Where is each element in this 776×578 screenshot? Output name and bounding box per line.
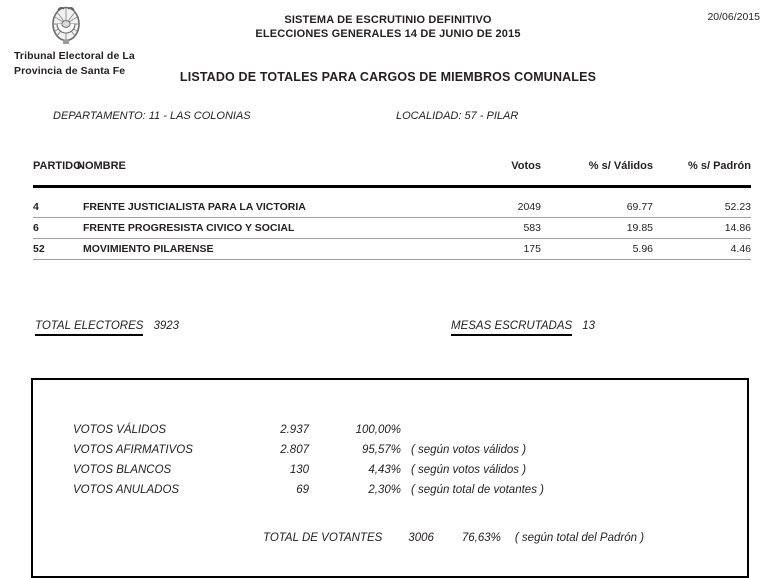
summary-row: [73, 424, 544, 444]
total-electores-label: TOTAL ELECTORES: [35, 320, 143, 336]
summary-label: VOTOS ANULADOS: [73, 484, 180, 496]
results-table: [33, 160, 751, 260]
table-row: [33, 218, 751, 239]
grand-total-row: [263, 532, 644, 544]
cell-nombre: FRENTE JUSTICIALISTA PARA LA VICTORIA: [83, 201, 306, 213]
grand-total-note: ( según total del Padrón ): [514, 532, 645, 544]
summary-note: [411, 424, 544, 444]
summary-count: 2.937: [280, 424, 309, 436]
grand-total-count: 3006: [408, 532, 434, 544]
summary-note: ( según votos válidos ): [411, 464, 527, 476]
cell-partido: 4: [33, 201, 39, 213]
table-header-row: [33, 160, 751, 187]
system-title-line-1: SISTEMA DE ESCRUTINIO DEFINITIVO: [284, 14, 492, 26]
cell-votos: 2049: [517, 201, 541, 213]
list-title: LISTADO DE TOTALES PARA CARGOS DE MIEMBROS COMUNALES: [179, 70, 597, 84]
column-header-votos: Votos: [511, 160, 541, 172]
summary-percent: 4,43%: [368, 464, 401, 476]
cell-pct-validos: 19.85: [626, 222, 653, 234]
summary-row: [73, 484, 544, 504]
cell-partido: 52: [33, 243, 45, 255]
cell-partido: 6: [33, 222, 39, 234]
system-title: [0, 14, 776, 41]
summary-note: ( según total de votantes ): [411, 484, 544, 496]
total-electores: [35, 320, 179, 332]
summary-count: 130: [289, 464, 309, 476]
cell-pct-padron: 14.86: [724, 222, 751, 234]
scope-line: [0, 110, 776, 128]
column-header-pct-validos: % s/ Válidos: [588, 160, 653, 172]
mesas-escrutadas-value: 13: [582, 320, 595, 332]
mesas-escrutadas-label: MESAS ESCRUTADAS: [451, 320, 572, 336]
cell-votos: 175: [523, 243, 541, 255]
summary-percent: 2,30%: [368, 484, 401, 496]
document-header: [0, 0, 776, 100]
column-header-pct-padron: % s/ Padrón: [688, 160, 751, 172]
column-header-nombre: NOMBRE: [77, 160, 126, 172]
cell-pct-padron: 52.23: [724, 201, 751, 213]
summary-box: [31, 378, 749, 578]
summary-label: VOTOS BLANCOS: [73, 464, 172, 476]
column-header-partido: PARTIDO: [33, 160, 82, 172]
organization-line-2: Provincia de Santa Fe: [14, 64, 126, 77]
cell-nombre: FRENTE PROGRESISTA CIVICO Y SOCIAL: [83, 222, 295, 234]
localidad-label: LOCALIDAD: 57 - PILAR: [396, 110, 519, 122]
summary-row: [73, 444, 544, 464]
summary-note: ( según votos válidos ): [411, 444, 527, 456]
summary-label: VOTOS AFIRMATIVOS: [73, 444, 193, 456]
total-electores-value: 3923: [153, 320, 180, 332]
grand-total-label: TOTAL DE VOTANTES: [263, 532, 383, 544]
summary-percent: 100,00%: [355, 424, 401, 436]
summary-count: 69: [296, 484, 309, 496]
summary-row: [73, 464, 544, 484]
document-date: 20/06/2015: [707, 11, 760, 23]
summary-percent: 95,57%: [361, 444, 401, 456]
summary-count: 2.807: [280, 444, 309, 456]
cell-nombre: MOVIMIENTO PILARENSE: [83, 243, 214, 255]
organization-line-1: Tribunal Electoral de La: [14, 50, 135, 62]
grand-total-percent: 76,63%: [461, 532, 501, 544]
mesas-escrutadas: [451, 320, 595, 332]
cell-pct-validos: 5.96: [632, 243, 653, 255]
cell-pct-padron: 4.46: [730, 243, 751, 255]
totals-line: [0, 320, 776, 340]
cell-pct-validos: 69.77: [626, 201, 653, 213]
summary-label: VOTOS VÁLIDOS: [73, 424, 167, 436]
cell-votos: 583: [523, 222, 541, 234]
table-row: [33, 187, 751, 218]
system-title-line-2: ELECCIONES GENERALES 14 DE JUNIO DE 2015: [255, 27, 521, 40]
summary-list: [73, 424, 544, 504]
departamento-label: DEPARTAMENTO: 11 - LAS COLONIAS: [53, 110, 251, 122]
table-row: [33, 239, 751, 260]
